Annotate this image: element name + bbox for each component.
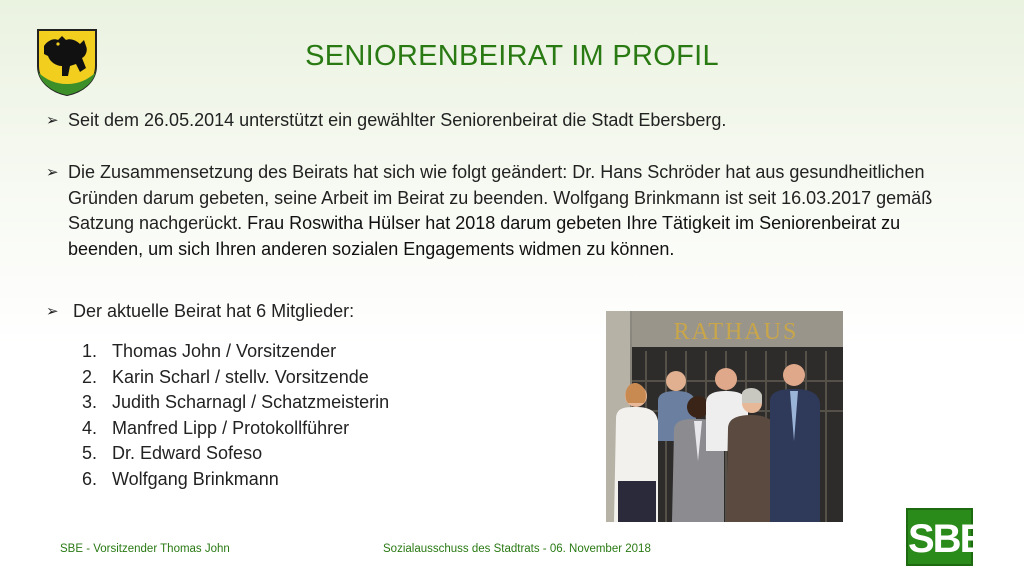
footer-author: SBE - Vorsitzender Thomas John bbox=[60, 543, 230, 555]
list-item: 5. Dr. Edward Sofeso bbox=[82, 443, 263, 464]
bullet-text-part2: Frau Roswitha Hülser hat 2018 darum gebeten Ihre Tätigkeit im Seniorenbeirat zu beenden, um sich Ihren anderen sozialen Engagements widmen zu können. bbox=[68, 213, 901, 259]
list-item: 2. Karin Scharl / stellv. Vorsitzende bbox=[82, 366, 369, 387]
bullet-text: Seit dem 26.05.2014 unterstützt ein gewählter Seniorenbeirat die Stadt Ebersberg. bbox=[68, 110, 727, 130]
member-list bbox=[82, 339, 389, 493]
arrow-bullet-icon: ➢ bbox=[46, 303, 59, 320]
arrow-bullet-icon: ➢ bbox=[46, 164, 59, 181]
list-item: 3. Judith Scharnagl / Schatzmeisterin bbox=[82, 392, 390, 413]
bullet-text: Der aktuelle Beirat hat 6 Mitglieder: bbox=[68, 301, 355, 321]
group-photo bbox=[606, 311, 843, 522]
rathaus-sign: RATHAUS bbox=[673, 319, 799, 345]
list-item: 6. Wolfgang Brinkmann bbox=[82, 468, 279, 489]
page-title: SENIORENBEIRAT IM PROFIL bbox=[305, 40, 719, 72]
sbe-logo: SBE bbox=[906, 508, 973, 566]
arrow-bullet-icon: ➢ bbox=[46, 112, 59, 129]
bullet-item-members bbox=[46, 299, 646, 325]
bullet-item-composition bbox=[46, 160, 976, 262]
list-item: 1. Thomas John / Vorsitzender bbox=[82, 341, 337, 361]
list-item: 4. Manfred Lipp / Protokollführer bbox=[82, 417, 350, 438]
bullet-item-start-date bbox=[46, 108, 976, 134]
bullet-text-part1: Die Zusammensetzung des Beirats hat sich wie folgt geändert: Dr. Hans Schröder hat aus gesundheitlichen Gründen darum gebeten, seine Arbeit im Beirat zu beenden. Wolfgang Brinkmann ist seit 16.03.2017 gemäß Satzung nachgerückt. bbox=[68, 162, 933, 233]
bullet-text bbox=[68, 160, 976, 262]
footer-event: Sozialausschuss des Stadtrats - 06. November 2018 bbox=[383, 543, 651, 555]
